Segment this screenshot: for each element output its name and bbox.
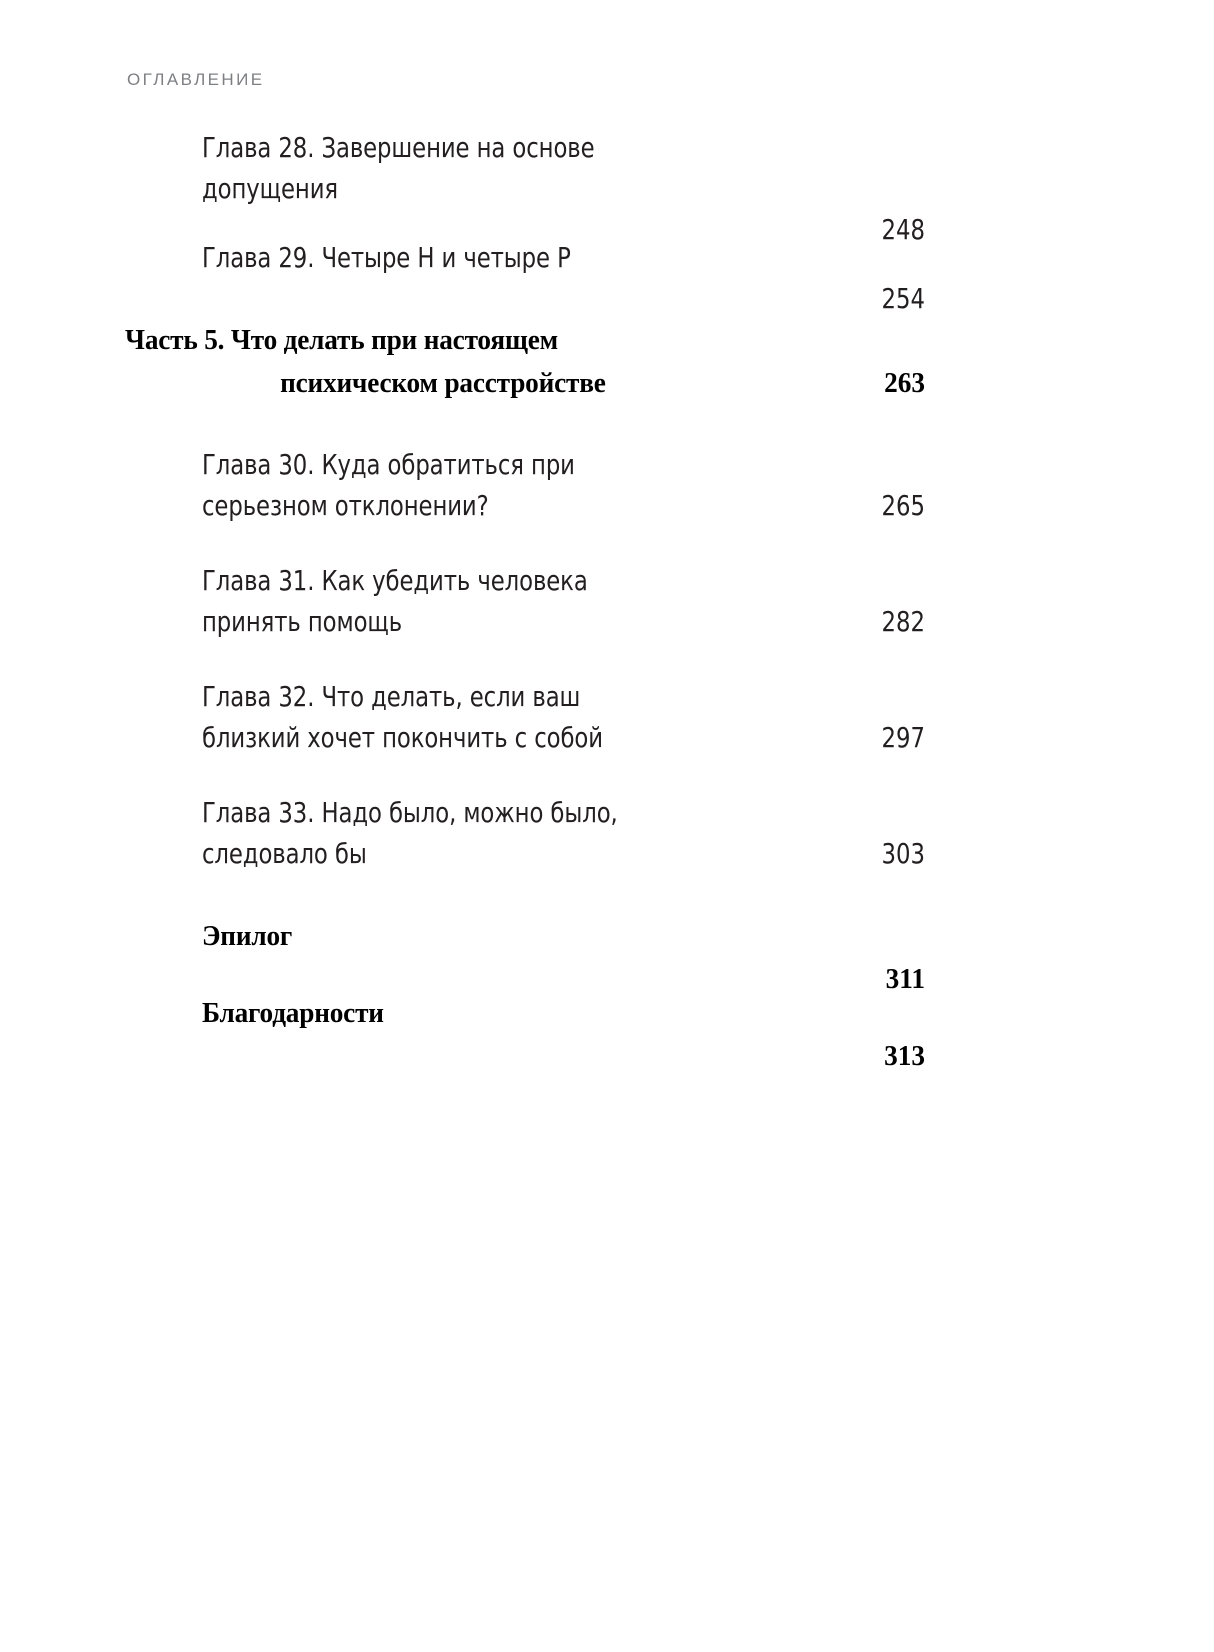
toc-entry-title: Благодарности bbox=[202, 997, 384, 1029]
toc-entry-page-number: 303 bbox=[881, 838, 925, 870]
toc-entry-page-number: 265 bbox=[881, 490, 925, 522]
toc-entry-chapter-29[interactable] bbox=[125, 238, 925, 315]
toc-entry-title: Глава 29. Четыре Н и четыре Р bbox=[202, 242, 571, 274]
toc-entry-title: Глава 32. Что делать, если ваш близкий хочет покончить с собой bbox=[202, 681, 603, 754]
toc-entry-part-5[interactable] bbox=[125, 319, 925, 405]
toc-entry-page-number: 254 bbox=[881, 283, 925, 315]
toc-entry-page-number: 248 bbox=[881, 214, 925, 246]
toc-entry-title: Глава 31. Как убедить человека принять помощь bbox=[202, 565, 588, 638]
toc-entry-chapter-31[interactable] bbox=[125, 561, 925, 643]
table-of-contents bbox=[125, 128, 925, 1072]
toc-entry-page-number: 313 bbox=[884, 1040, 925, 1072]
running-head: ОГЛАВЛЕНИЕ bbox=[127, 70, 265, 89]
toc-entry-title: Глава 28. Завершение на основе допущения bbox=[202, 132, 595, 205]
toc-entry-page-number: 282 bbox=[881, 606, 925, 638]
toc-entry-page-number: 311 bbox=[885, 963, 925, 995]
toc-entry-chapter-33[interactable] bbox=[125, 793, 925, 875]
toc-entry-title-line-1: Часть 5. Что делать при настоящем bbox=[125, 324, 559, 356]
toc-entry-chapter-30[interactable] bbox=[125, 445, 925, 527]
toc-entry-page-number: 263 bbox=[884, 367, 925, 399]
toc-entry-title: Глава 30. Куда обратиться при серьезном отклонении? bbox=[202, 449, 575, 522]
toc-entry-title bbox=[125, 319, 877, 405]
toc-entry-title: Глава 33. Надо было, можно было, следовало бы bbox=[202, 797, 618, 870]
toc-entry-chapter-32[interactable] bbox=[125, 677, 925, 759]
toc-entry-page-number: 297 bbox=[881, 722, 925, 754]
toc-entry-acknowledgements[interactable] bbox=[125, 992, 925, 1072]
toc-entry-title: Эпилог bbox=[202, 920, 293, 952]
toc-entry-chapter-28[interactable] bbox=[125, 128, 925, 246]
toc-entry-epilogue[interactable] bbox=[125, 915, 925, 995]
toc-entry-title-line-2: психическом расстройстве bbox=[280, 367, 606, 399]
